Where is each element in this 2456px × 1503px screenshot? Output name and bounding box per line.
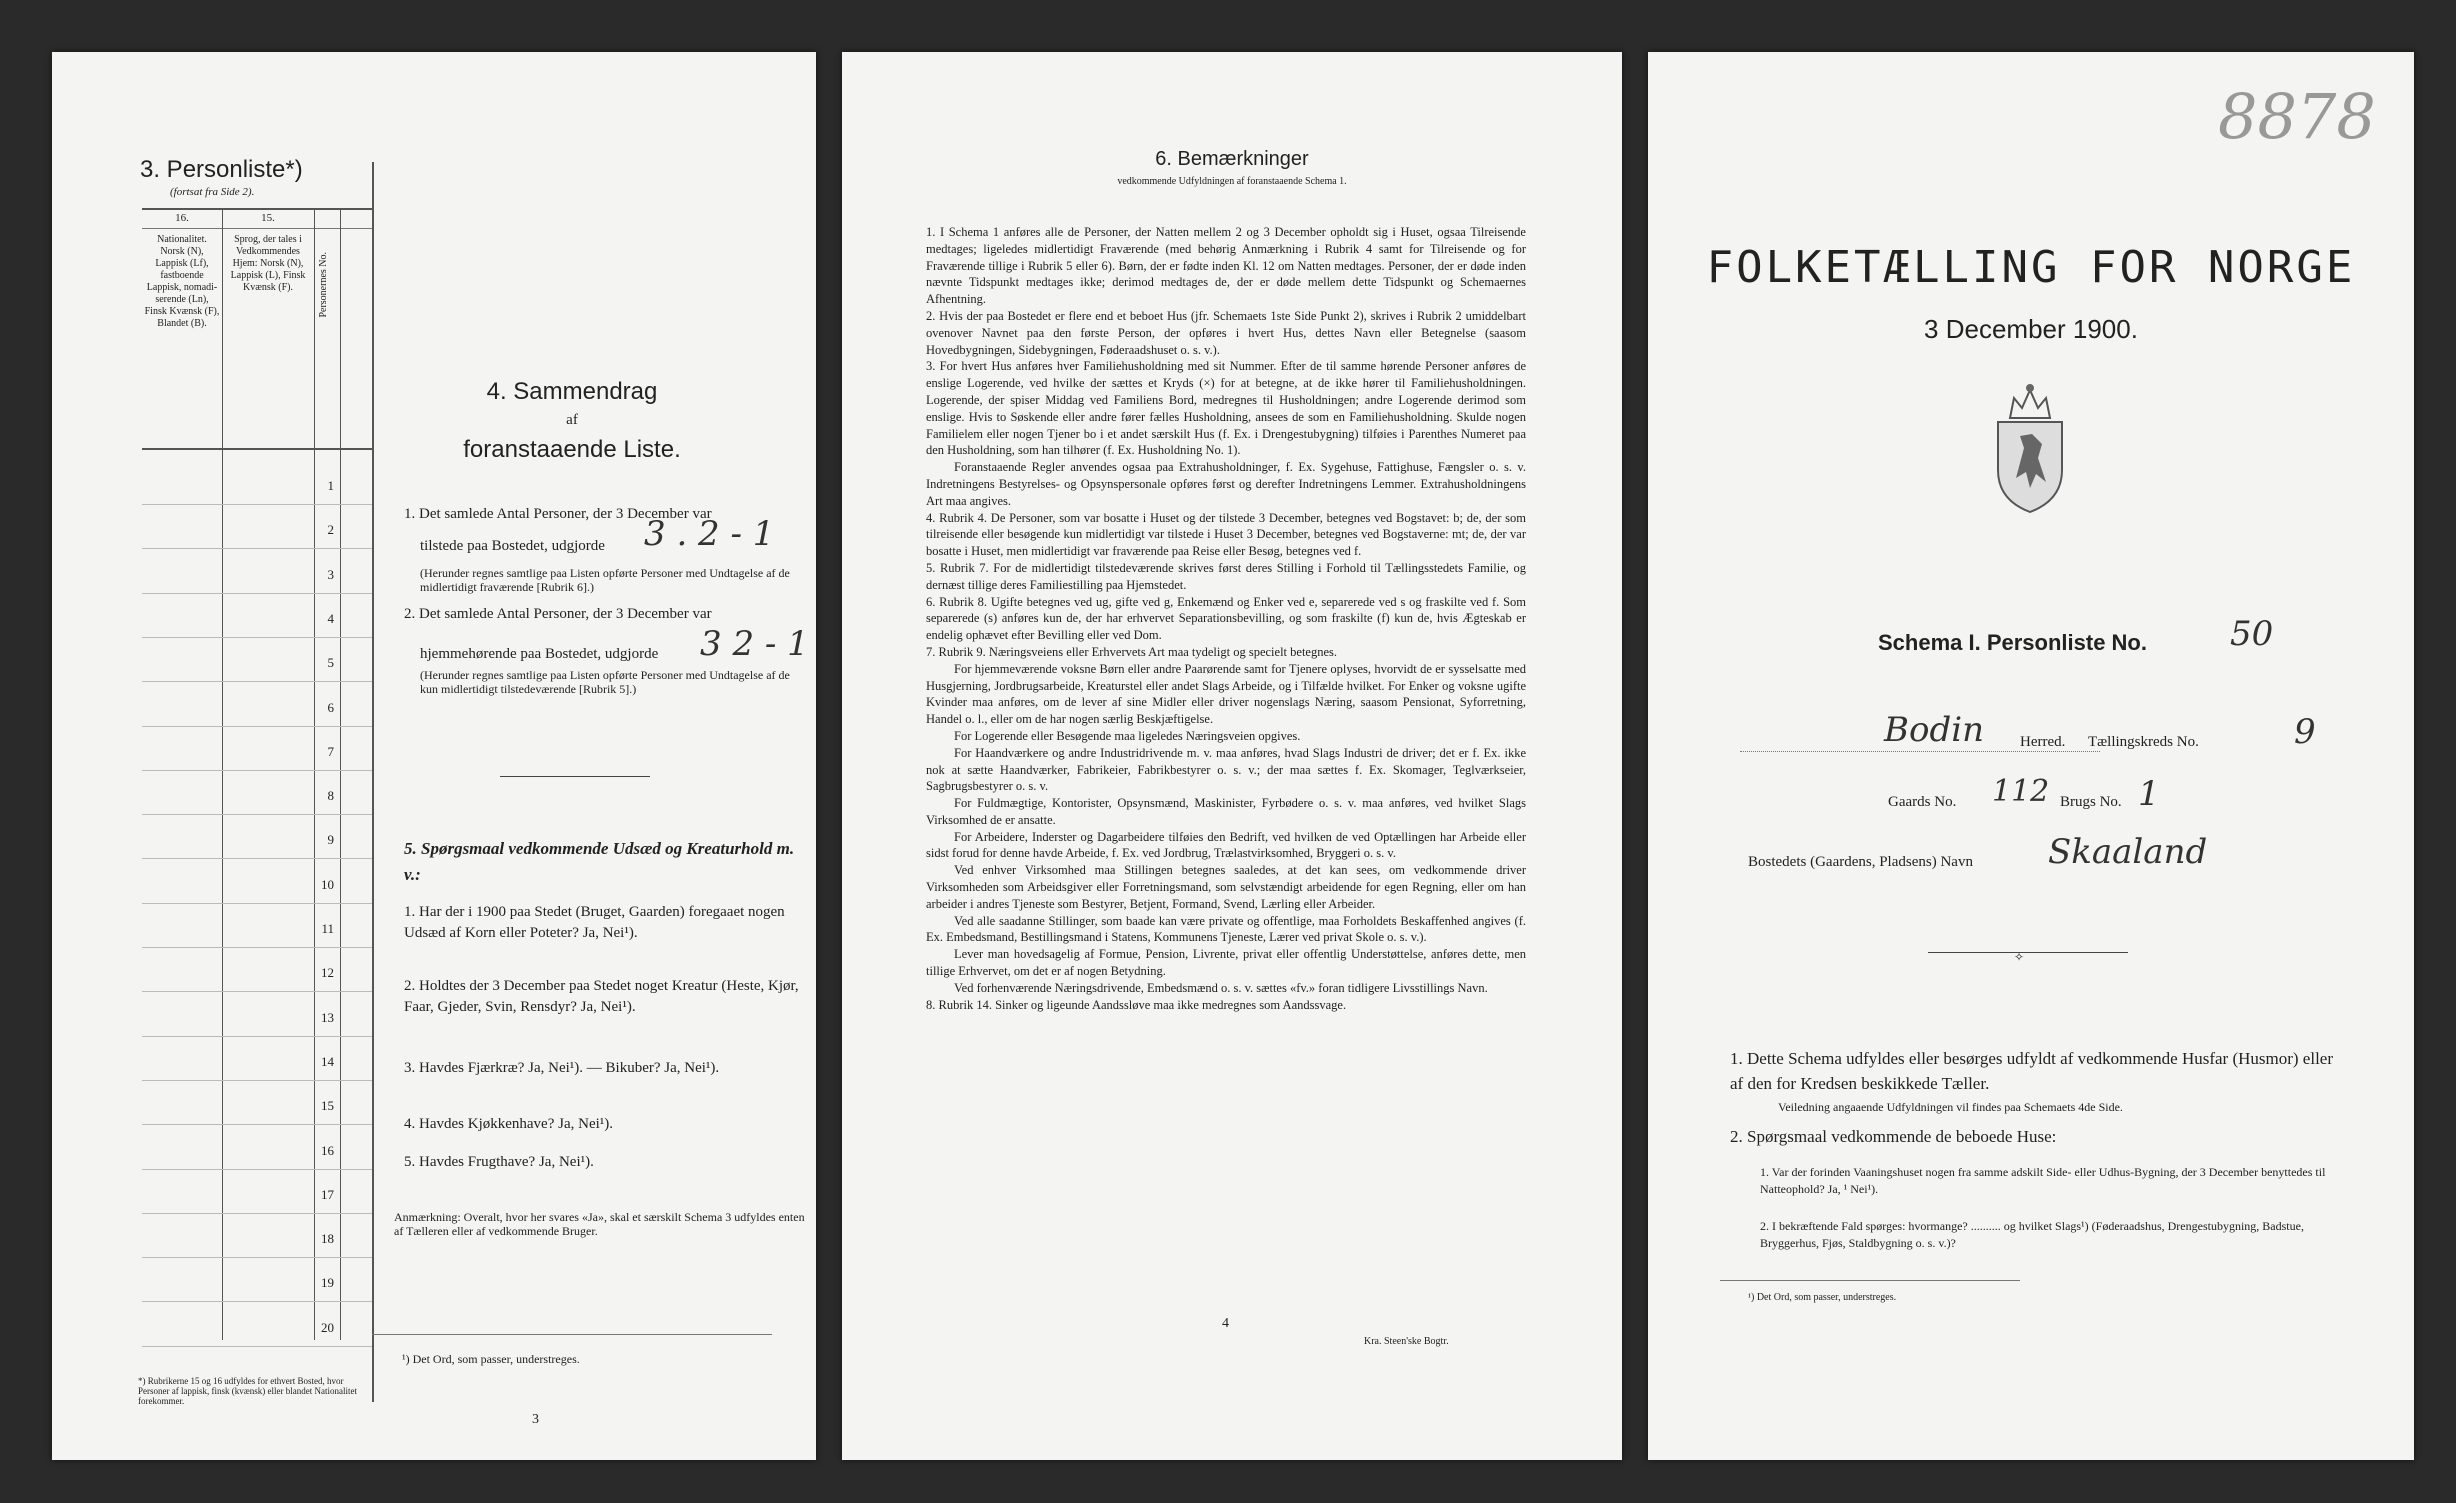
personliste-title: 3. Personliste*) bbox=[140, 156, 303, 183]
row-line bbox=[142, 548, 372, 549]
row-number: 7 bbox=[327, 743, 334, 759]
instruction-2-1: 1. Var der forinden Vaaningshuset nogen fra samme adskilt Side- eller Udhus-Bygning, der 3 December benyttedes til Natteophold? Ja, ¹ Nei¹). bbox=[1760, 1165, 2326, 1196]
instruction-2: 2. Spørgsmaal vedkommende de beboede Huse: bbox=[1730, 1127, 2057, 1146]
col-personernes-no: Personernes No. bbox=[318, 252, 329, 318]
printer-credit: Kra. Steen'ske Bogtr. bbox=[1364, 1336, 1449, 1347]
census-title: FOLKETÆLLING FOR NORGE bbox=[1706, 242, 2356, 293]
ornament-icon: ✧ bbox=[2014, 950, 2025, 964]
kreds-value: 9 bbox=[2294, 712, 2316, 752]
row-line bbox=[142, 1257, 372, 1258]
cover-footnote: ¹) Det Ord, som passer, understreges. bbox=[1748, 1292, 1897, 1303]
row-number: 1 bbox=[327, 478, 334, 493]
row-number: 5 bbox=[327, 655, 334, 671]
item2-text-b: hjemmehørende paa Bostedet, udgjorde bbox=[420, 646, 659, 662]
col-nationalitet: Nationalitet. Norsk (N), Lappisk (Lf), fastboende Lappisk, nomadi-serende (Ln), Finsk Kvænsk (F), Blandet (B). bbox=[144, 234, 220, 329]
row-line bbox=[142, 814, 372, 815]
sammendrag-af: af bbox=[566, 412, 578, 428]
item2-text: 2. Det samlede Antal Personer, der 3 December var bbox=[404, 606, 712, 622]
row-line bbox=[142, 858, 372, 859]
page-number-4: 4 bbox=[1222, 1316, 1229, 1331]
row-number: 13 bbox=[321, 1009, 334, 1025]
row-number: 15 bbox=[321, 1098, 334, 1114]
question-1: 1. Har der i 1900 paa Stedet (Bruget, Gaarden) foregaaet nogen Udsæd af Korn eller Poteter? Ja, Nei¹). bbox=[404, 904, 785, 941]
item1-text-b: tilstede paa Bostedet, udgjorde bbox=[420, 538, 605, 554]
row-line bbox=[142, 903, 372, 904]
instruction-1: 1. Dette Schema udfyldes eller besørges udfyldt af vedkommende Husfar (Husmor) eller af den for Kredsen beskikkede Tæller. bbox=[1730, 1049, 2334, 1093]
gaards-label: Gaards No. bbox=[1888, 794, 1957, 810]
herred-label: Herred. bbox=[2020, 734, 2066, 750]
item1-text: 1. Det samlede Antal Personer, der 3 December var bbox=[404, 506, 712, 522]
row-line bbox=[142, 593, 372, 594]
bemaerkning-paragraph: For Arbeidere, Inderster og Dagarbeidere tilføies den Bedrift, ved hvilken de ved Optællingen har Arbeide eller sidst forud for denne havde Arbeide, f. Ex. ved Jordbrug, Trælastvirksomhed, Bryggeri o. s. v. bbox=[926, 829, 1526, 861]
question-4: 4. Havdes Kjøkkenhave? Ja, Nei¹). bbox=[404, 1116, 614, 1132]
personliste-subtitle: (fortsat fra Side 2). bbox=[170, 186, 255, 198]
bemaerkning-paragraph: 1. I Schema 1 anføres alle de Personer, der Natten mellem 2 og 3 December opholdt sig i Huset, ogsaa Tilreisende medtages; ligeledes midlertidigt Fraværende (med behørig Anmærkning i Rubrik 4 samt for Tilreisende og for Fraværende tillige i Rubrik 5 eller 6). Børn, der er fødte inden Kl. 12 om Natten medtages. Personer, der er døde inden nævnte Tidspunkt medtages ikke; derimod medtages de, der er døde mellem dette Tidspunkt og Schemaernes Afhentning. bbox=[926, 225, 1526, 307]
bemaerkning-paragraph: 4. Rubrik 4. De Personer, som var bosatte i Huset og der tilstede 3 December, betegnes ved Bogstavet: b; de, der som tilreisende eller besøgende kun midlertidigt var tilstede i Huset 3 December, betegnes ved Bogstaverne: mt; de, der var bosatte i Huset, men midlertidigt var fraværende paa Reise eller Besøg, betegnes ved f. bbox=[926, 510, 1526, 559]
row-number: 2 bbox=[327, 522, 334, 538]
row-line bbox=[142, 1124, 372, 1125]
bemaerkning-paragraph: 2. Hvis der paa Bostedet er flere end et beboet Hus (jfr. Schemaets 1ste Side Punkt 2), skrives i Rubrik 2 umiddelbart ovenover Navnet paa den første Person, der opføres i hvert Hus, dettes Navn eller Betegnelse (saasom Hovedbygningen, Sidebygningen, Føderaadshuset o. s. v.). bbox=[926, 308, 1526, 357]
row-line bbox=[142, 1301, 372, 1302]
udsaed-title: 5. Spørgsmaal vedkommende Udsæd og Kreaturhold m. v.: bbox=[404, 839, 795, 884]
census-date: 3 December 1900. bbox=[1924, 314, 2138, 344]
schema-label: Schema I. Personliste No. bbox=[1878, 630, 2147, 655]
row-line bbox=[142, 1346, 372, 1347]
row-number: 20 bbox=[321, 1319, 334, 1335]
bemaerkning-paragraph: 6. Rubrik 8. Ugifte betegnes ved ug, gifte ved g, Enkemænd og Enker ved e, separerede ved s og fraskilte ved f. Som separerede (s) anføres kun de, der har erhvervet Separationsbevilling, og som fraskilte (f) kun de, hvis Ægteskab er endelig ophævet efter Bevilling eller ved Dom. bbox=[926, 594, 1526, 643]
brugs-value: 1 bbox=[2138, 774, 2160, 814]
bemaerkning-paragraph: For Haandværkere og andre Industridrivende m. v. maa anføres, hvad Slags Industri de driver; det er f. Ex. ikke nok at sætte Haandværker, Fabrikeier, Fabrikbestyrer o. s. v.; der maa sættes f. Ex. Skomager, Teglværkseier, Sagbrugsbestyrer o. s. v. bbox=[926, 745, 1526, 794]
item1-note: (Herunder regnes samtlige paa Listen opførte Personer med Undtagelse af de midlertidigt fraværende [Rubrik 6].) bbox=[420, 566, 790, 594]
item2-handwritten: 3 2 - 1 bbox=[700, 624, 809, 664]
bemaerkning-paragraph: For hjemmeværende voksne Børn eller andre Paarørende samt for Tjenere oplyses, hvorvidt de er sysselsatte med Husgjerning, Jordbrugsarbeide, Kreaturstel eller andet Slags Arbeide, og i Tilfælde hvilket. For Enker og voksne ugifte Kvinder maa anføres, om de lever af sine Midler eller driver nogenslags Næring, saasom Pensionat, Syforretning, Handel o. l., eller om de har nogen særlig Beskjæftigelse. bbox=[926, 661, 1526, 727]
row-number: 19 bbox=[321, 1275, 334, 1291]
row-number: 6 bbox=[327, 699, 334, 715]
bemaerkninger-subtitle: vedkommende Udfyldningen af foranstaaende Schema 1. bbox=[1117, 176, 1347, 187]
col15-number: 15. bbox=[261, 212, 275, 224]
bemaerkning-paragraph: Foranstaaende Regler anvendes ogsaa paa Extrahusholdninger, f. Ex. Sygehuse, Fattighuse, Fængsler o. s. v. Indretningens Bestyrelses- og Opsynspersonale opføres først og derefter Indretningens Lemmer. Extrahusholdningens Art maa angives. bbox=[926, 460, 1526, 508]
row-number: 16 bbox=[321, 1142, 334, 1158]
question-2: 2. Holdtes der 3 December paa Stedet noget Kreatur (Heste, Kjør, Faar, Gjeder, Svin, Rensdyr? Ja, Nei¹). bbox=[404, 978, 799, 1015]
row-line bbox=[142, 504, 372, 505]
bemaerkning-paragraph: 7. Rubrik 9. Næringsveiens eller Erhvervets Art maa tydeligt og specielt betegnes. bbox=[926, 644, 1338, 659]
bemaerkninger-body bbox=[926, 224, 1526, 1013]
herred-value: Bodin bbox=[1884, 710, 1984, 750]
row-number: 17 bbox=[321, 1186, 334, 1202]
instruction-2-2: 2. I bekræftende Fald spørges: hvormange? .......... og hvilket Slags¹) (Føderaadshus, Drengestubygning, Badstue, Bryggerhus, Fjøs, Staldbygning o. s. v.)? bbox=[1760, 1219, 2304, 1250]
row-line bbox=[142, 1169, 372, 1170]
anmaerkning: Anmærkning: Overalt, hvor her svares «Ja», skal et særskilt Schema 3 udfyldes enten af Tælleren eller af vedkommende Bruger. bbox=[394, 1210, 805, 1238]
row-line bbox=[142, 947, 372, 948]
page-bemaerkninger bbox=[842, 52, 1622, 1460]
bosted-label: Bostedets (Gaardens, Pladsens) Navn bbox=[1748, 854, 1973, 870]
row-line bbox=[142, 726, 372, 727]
bemaerkning-paragraph: 8. Rubrik 14. Sinker og ligeunde Aandssløve maa ikke medregnes som Aandssvage. bbox=[926, 997, 1347, 1012]
col16-number: 16. bbox=[175, 212, 189, 224]
archive-number: 8878 bbox=[2218, 80, 2376, 153]
bemaerkning-paragraph: For Logerende eller Besøgende maa ligeledes Næringsveien opgives. bbox=[954, 728, 1301, 743]
row-line bbox=[142, 770, 372, 771]
row-number: 8 bbox=[327, 788, 334, 804]
coat-of-arms-icon bbox=[1980, 378, 2080, 514]
row-number: 14 bbox=[321, 1053, 334, 1069]
row-number: 3 bbox=[327, 566, 334, 582]
row-line bbox=[142, 1213, 372, 1214]
row-number: 9 bbox=[327, 832, 334, 848]
row-number: 12 bbox=[321, 965, 334, 981]
row-line bbox=[142, 681, 372, 682]
row-number: 4 bbox=[327, 610, 334, 626]
row-line bbox=[142, 1080, 372, 1081]
side-note: *) Rubrikerne 15 og 16 udfyldes for ethvert Bosted, hvor Personer af lappisk, finsk (kvænsk) eller blandet Nationalitet forekommer. bbox=[138, 1376, 357, 1406]
bemaerkninger-title: 6. Bemærkninger bbox=[1155, 148, 1309, 170]
row-number: 11 bbox=[321, 921, 334, 936]
col-sprog: Sprog, der tales i Vedkommendes Hjem: Norsk (N), Lappisk (L), Finsk Kvænsk (F). bbox=[230, 234, 306, 293]
page-personliste bbox=[52, 52, 816, 1460]
item2-note: (Herunder regnes samtlige paa Listen opførte Personer med Undtagelse af de kun midlertidigt tilstedeværende [Rubrik 5].) bbox=[420, 668, 790, 696]
sammendrag-title: 4. Sammendrag bbox=[486, 378, 658, 405]
bemaerkning-paragraph: Lever man hovedsagelig af Formue, Pension, Livrente, privat eller offentlig Understøttelse, anføres dette, men tillige Erhvervet, om det er af nogen Betydning. bbox=[926, 947, 1526, 979]
item1-handwritten: 3 . 2 - 1 bbox=[644, 514, 775, 554]
row-line bbox=[142, 637, 372, 638]
row-number: 10 bbox=[321, 876, 334, 892]
schema-number: 50 bbox=[2230, 614, 2274, 654]
row-line bbox=[142, 991, 372, 992]
footnote: ¹) Det Ord, som passer, understreges. bbox=[402, 1352, 580, 1366]
bosted-value: Skaaland bbox=[2048, 832, 2208, 872]
bemaerkning-paragraph: Ved alle saadanne Stillinger, som baade kan være private og offentlige, maa Forholdets Beskaffenhed angives (f. Ex. Embedsmand, Bestillingsmand i Statens, Kommunens Tjeneste, Lærer ved privat Skole o. s. v.). bbox=[926, 913, 1526, 945]
brugs-label: Brugs No. bbox=[2060, 794, 2122, 810]
page-cover bbox=[1648, 52, 2414, 1460]
page-number-3: 3 bbox=[532, 1412, 539, 1427]
row-line bbox=[142, 1036, 372, 1037]
bemaerkning-paragraph: For Fuldmægtige, Kontorister, Opsynsmænd, Maskinister, Fyrbødere o. s. v. maa anføres, ved hvilket Slags Virksomhed de er ansatte. bbox=[926, 796, 1526, 827]
instruction-1-note: Veiledning angaaende Udfyldningen vil findes paa Schemaets 4de Side. bbox=[1778, 1100, 2123, 1114]
bemaerkning-paragraph: Ved enhver Virksomhed maa Stillingen betegnes saaledes, at det kan sees, om vedkommende driver Virksomheden som Arbeidsgiver eller Forretningsmand, som selvstændigt arbeidende for egen Regning, eller om han arbeider i andres Tjeneste som Bestyrer, Betjent, Formand, Svend, Lærling eller Arbeider. bbox=[926, 863, 1526, 911]
bemaerkning-paragraph: Ved forhenværende Næringsdrivende, Embedsmænd o. s. v. sættes «fv.» foran tidligere Livsstillings Navn. bbox=[954, 980, 1488, 995]
question-5: 5. Havdes Frugthave? Ja, Nei¹). bbox=[404, 1154, 594, 1170]
question-3: 3. Havdes Fjærkræ? Ja, Nei¹). — Bikuber? Ja, Nei¹). bbox=[404, 1060, 720, 1076]
sammendrag-subtitle: foranstaaende Liste. bbox=[463, 436, 681, 463]
bemaerkning-paragraph: 5. Rubrik 7. For de midlertidigt tilstedeværende skrives først deres Stilling i Forhold til Tællingsstedets Familie, og dernæst tillige deres Familiestilling paa Hjemstedet. bbox=[926, 560, 1526, 592]
gaards-value: 112 bbox=[1992, 774, 2050, 809]
row-number: 18 bbox=[321, 1231, 334, 1247]
bemaerkning-paragraph: 3. For hvert Hus anføres hver Familiehusholdning med sit Nummer. Efter de til samme hørende Personer anføres de enslige Logerende, ved hvilke der sættes et Kryds (×) for at betegne, at de ikke hører til Familiehusholdningen. Logerende, der spiser Middag ved Familiens Bord, medregnes til Husholdningen; andre Logerende derimod som enslige. Hvis to Søskende eller andre fører fælles Husholdning, ansees de som en Familiehusholdning. Skulde nogen Familielem eller nogen Tjener bo i et andet særskilt Hus (f. Ex. i Drengestubygning) tilføies i Parenthes Numeret paa den Husholdning, som han tilhører (f. Ex. Husholdning No. 1). bbox=[926, 359, 1526, 458]
kreds-label: Tællingskreds No. bbox=[2088, 734, 2199, 750]
